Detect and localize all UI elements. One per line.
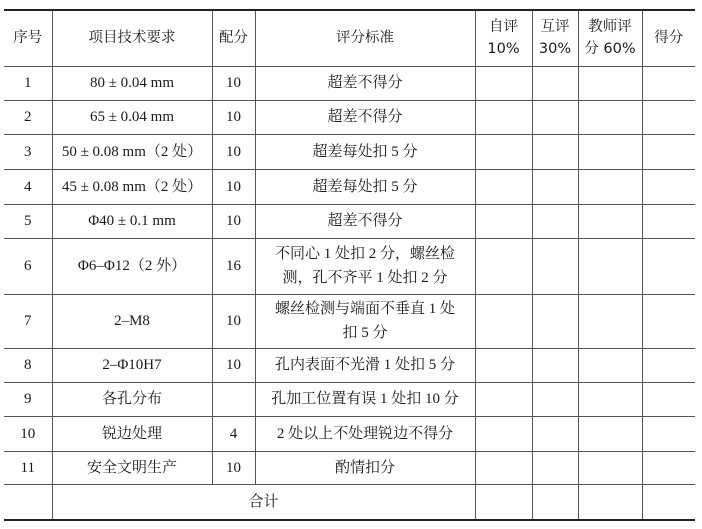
teacher-eval-cell[interactable] [578,204,642,238]
total-row-blank [4,484,52,520]
score-cell[interactable] [642,294,695,348]
header-self-eval-label: 自评 [489,19,518,36]
teacher-eval-cell[interactable] [578,451,642,484]
peer-eval-cell[interactable] [532,382,578,416]
table-row [4,451,695,484]
total-row [4,484,695,520]
criteria-line: 扣 5 分 [342,325,388,341]
peer-eval-cell[interactable] [532,348,578,382]
row-points [212,382,255,416]
header-teacher-eval-weight: 分 60% [584,41,636,58]
table-row [4,294,695,348]
self-eval-cell[interactable] [475,382,532,416]
criteria-line: 螺丝检测与端面不垂直 1 处 [274,301,455,317]
table-header-row [4,10,695,66]
row-requirement: 锐边处理 [52,416,212,451]
score-cell[interactable] [642,100,695,134]
teacher-eval-cell[interactable] [578,66,642,100]
self-eval-cell[interactable] [475,204,532,238]
self-eval-cell[interactable] [475,134,532,169]
row-requirement: Φ40 ± 0.1 mm [52,204,212,238]
row-points: 10 [212,169,255,204]
peer-eval-cell[interactable] [532,204,578,238]
score-cell[interactable] [642,382,695,416]
peer-eval-cell[interactable] [532,238,578,294]
criteria-line: 超差每处扣 5 分 [312,143,418,160]
self-eval-cell[interactable] [475,238,532,294]
criteria-line: 超差不得分 [327,213,403,229]
row-no: 7 [4,294,52,348]
row-requirement: 50 ± 0.08 mm（2 处） [52,134,212,169]
table-row [4,169,695,204]
row-criteria [255,204,475,238]
self-eval-total-cell[interactable] [475,484,532,520]
row-requirement: 65 ± 0.04 mm [52,100,212,134]
row-points: 10 [212,348,255,382]
header-requirement: 项目技术要求 [52,10,212,66]
row-no: 3 [4,134,52,169]
row-no: 8 [4,348,52,382]
scoring-table-container [4,9,695,521]
score-cell[interactable] [642,66,695,100]
criteria-line: 超差不得分 [327,109,403,125]
row-criteria [255,382,475,416]
total-label: 合计 [52,484,475,520]
score-cell[interactable] [642,451,695,484]
criteria-line: 酌情扣分 [334,459,395,476]
table-row [4,382,695,416]
criteria-line: 孔加工位置有误 1 处扣 10 分 [271,391,459,407]
header-points: 配分 [212,10,255,66]
row-criteria [255,100,475,134]
self-eval-cell[interactable] [475,66,532,100]
score-cell[interactable] [642,348,695,382]
header-score: 得分 [642,10,695,66]
row-criteria [255,451,475,484]
row-requirement: 45 ± 0.08 mm（2 处） [52,169,212,204]
row-points: 4 [212,416,255,451]
criteria-line: 2 处以上不处理锐边不得分 [276,425,454,442]
header-self-eval [475,10,532,66]
score-cell[interactable] [642,238,695,294]
row-points: 10 [212,66,255,100]
teacher-eval-cell[interactable] [578,348,642,382]
criteria-line: 超差每处扣 5 分 [312,178,418,195]
header-peer-eval-label: 互评 [540,19,570,36]
criteria-line: 测，孔不齐平 1 处扣 2 分 [282,270,448,286]
row-requirement: 安全文明生产 [52,451,212,484]
peer-eval-cell[interactable] [532,66,578,100]
header-peer-eval [532,10,578,66]
self-eval-cell[interactable] [475,451,532,484]
row-no: 5 [4,204,52,238]
peer-eval-cell[interactable] [532,294,578,348]
criteria-line: 孔内表面不光滑 1 处扣 5 分 [274,357,455,373]
row-criteria [255,134,475,169]
score-cell[interactable] [642,134,695,169]
row-requirement: 2–M8 [52,294,212,348]
row-criteria [255,416,475,451]
self-eval-cell[interactable] [475,169,532,204]
row-no: 10 [4,416,52,451]
teacher-eval-cell[interactable] [578,134,642,169]
table-row [4,66,695,100]
row-criteria [255,348,475,382]
teacher-eval-cell[interactable] [578,416,642,451]
row-requirement: 80 ± 0.04 mm [52,66,212,100]
row-no: 9 [4,382,52,416]
header-no: 序号 [4,10,52,66]
peer-eval-cell[interactable] [532,169,578,204]
row-no: 11 [4,451,52,484]
row-points: 10 [212,134,255,169]
table-row [4,238,695,294]
row-criteria [255,66,475,100]
row-criteria [255,169,475,204]
table-row [4,204,695,238]
peer-eval-cell[interactable] [532,100,578,134]
table-row [4,100,695,134]
self-eval-cell[interactable] [475,348,532,382]
row-points: 10 [212,294,255,348]
score-total-cell[interactable] [642,484,695,520]
row-no: 4 [4,169,52,204]
row-no: 1 [4,66,52,100]
peer-eval-cell[interactable] [532,416,578,451]
peer-eval-cell[interactable] [532,451,578,484]
row-points: 10 [212,100,255,134]
teacher-eval-cell[interactable] [578,169,642,204]
row-requirement: Φ6–Φ12（2 外） [52,238,212,294]
criteria-line: 超差不得分 [327,75,403,91]
header-self-eval-weight: 10% [487,41,520,58]
header-teacher-eval [578,10,642,66]
criteria-line: 不同心 1 处扣 2 分，螺丝检 [274,246,455,262]
score-cell[interactable] [642,416,695,451]
row-points: 10 [212,204,255,238]
row-criteria [255,238,475,294]
row-points: 10 [212,451,255,484]
peer-eval-cell[interactable] [532,134,578,169]
row-no: 6 [4,238,52,294]
teacher-eval-cell[interactable] [578,238,642,294]
score-cell[interactable] [642,204,695,238]
peer-eval-total-cell[interactable] [532,484,578,520]
header-criteria: 评分标准 [255,10,475,66]
teacher-eval-cell[interactable] [578,382,642,416]
header-teacher-eval-label: 教师评 [588,19,632,36]
row-requirement: 2–Φ10H7 [52,348,212,382]
self-eval-cell[interactable] [475,294,532,348]
self-eval-cell[interactable] [475,416,532,451]
table-row [4,416,695,451]
self-eval-cell[interactable] [475,100,532,134]
score-cell[interactable] [642,169,695,204]
row-requirement: 各孔分布 [52,382,212,416]
teacher-eval-cell[interactable] [578,100,642,134]
scoring-table [4,9,695,521]
table-row [4,134,695,169]
header-peer-eval-weight: 30% [538,41,572,58]
teacher-eval-cell[interactable] [578,294,642,348]
row-criteria [255,294,475,348]
row-no: 2 [4,100,52,134]
teacher-eval-total-cell[interactable] [578,484,642,520]
row-points: 16 [212,238,255,294]
table-row [4,348,695,382]
